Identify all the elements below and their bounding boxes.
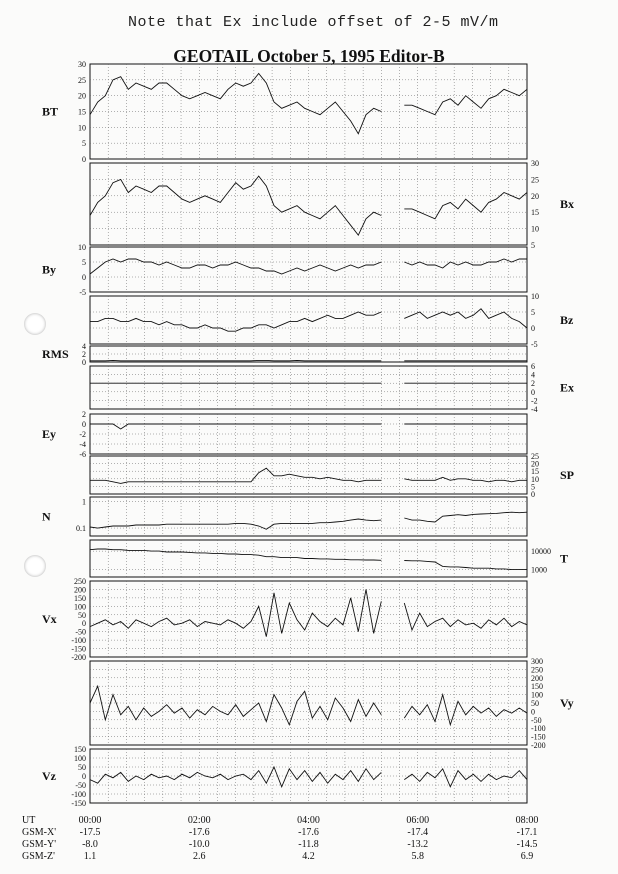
tick-label-ex: 0 [531, 387, 535, 397]
panel-label-bz: Bz [560, 313, 574, 327]
panel-label-bx: Bx [560, 197, 575, 211]
tick-label-vy: -200 [531, 741, 546, 750]
tick-label-vx: -150 [71, 644, 86, 654]
orbit-value-gsm-x: -17.1 [516, 827, 538, 838]
tick-label-vx: -50 [75, 627, 86, 637]
tick-label-vx: 50 [78, 610, 86, 620]
tick-label-vz: -100 [71, 790, 86, 799]
tick-label-ey: -4 [79, 440, 86, 449]
tick-label-sp: 5 [531, 482, 535, 492]
tick-label-ey: -2 [79, 430, 86, 439]
panel-frame-bt [90, 64, 527, 159]
tick-label-vx: -100 [71, 636, 86, 646]
panel-label-vz: Vz [42, 769, 56, 783]
tick-label-ey: -6 [79, 450, 86, 459]
tick-label-bt: 25 [78, 75, 86, 85]
panel-t [90, 540, 568, 577]
tick-label-bx: 15 [531, 208, 539, 218]
tick-label-sp: 15 [531, 467, 539, 477]
handwritten-note: Note that Ex include offset of 2-5 mV/m [128, 14, 499, 31]
tick-label-ey: 2 [82, 410, 86, 419]
panel-vy [90, 657, 574, 750]
tick-label-bt: 10 [78, 123, 86, 133]
tick-label-sp: 0 [531, 490, 535, 499]
tick-label-vx: -200 [71, 653, 86, 662]
tick-label-vx: 100 [74, 602, 86, 612]
panel-label-t: T [560, 551, 569, 566]
orbit-value-gsm-z: 6.9 [520, 851, 534, 862]
tick-label-sp: 10 [531, 474, 539, 484]
panel-ey [42, 410, 527, 459]
panel-label-ey: Ey [42, 427, 57, 441]
tick-label-vz: 0 [82, 772, 86, 781]
series-line-n [90, 512, 527, 529]
panel-bz [90, 292, 574, 349]
tick-label-vy: 250 [531, 665, 543, 675]
tick-label-bx: 30 [531, 159, 539, 168]
orbit-value-gsm-y: -13.2 [407, 839, 429, 850]
time-tick-label: 04:00 [297, 815, 320, 826]
tick-label-t: 10000 [531, 547, 551, 557]
tick-label-ex: 2 [531, 379, 535, 389]
panel-n [42, 497, 527, 536]
panel-by [42, 243, 527, 297]
orbit-value-gsm-x: -17.6 [298, 827, 319, 838]
tick-label-bt: 15 [78, 107, 86, 117]
panel-bt [42, 60, 527, 164]
tick-label-t: 1000 [531, 565, 547, 575]
panel-label-sp: SP [560, 468, 575, 482]
panel-frame-vx [90, 581, 527, 657]
tick-label-by: 10 [78, 243, 86, 252]
tick-label-by: -5 [79, 288, 86, 297]
panel-vz [42, 745, 527, 808]
tick-label-vy: 100 [531, 690, 543, 700]
series-line-sp [90, 468, 527, 483]
tick-label-vz: 50 [78, 763, 86, 772]
tick-label-rms: 0 [82, 358, 86, 367]
tick-label-vz: -150 [71, 799, 86, 808]
time-tick-label: 00:00 [78, 815, 102, 826]
tick-label-bz: 10 [531, 292, 539, 301]
orbit-value-gsm-x: -17.4 [407, 827, 429, 838]
orbit-value-gsm-z: 1.1 [83, 851, 97, 862]
tick-label-vy: 200 [531, 673, 543, 683]
panel-label-bt: BT [42, 104, 59, 119]
tick-label-vy: 50 [531, 699, 539, 708]
tick-label-bt: 20 [78, 91, 86, 101]
chart-title: GEOTAIL October 5, 1995 Editor-B [173, 46, 445, 66]
panel-frame-rms [90, 346, 527, 362]
tick-label-bt: 0 [82, 155, 86, 164]
time-tick-label: 08:00 [515, 815, 539, 826]
tick-label-vz: 150 [74, 745, 86, 754]
orbit-row-label-y: GSM-Y' [22, 839, 57, 850]
tick-label-vx: 0 [82, 619, 86, 629]
tick-label-sp: 25 [531, 452, 539, 461]
tick-label-vy: -100 [531, 724, 546, 734]
tick-label-rms: 4 [82, 342, 86, 351]
tick-label-bx: 25 [531, 175, 539, 185]
tick-label-by: 0 [82, 273, 86, 282]
orbit-value-gsm-y: -14.5 [516, 839, 538, 850]
tick-label-ex: -2 [531, 396, 538, 406]
tick-label-vx: 250 [74, 577, 86, 586]
orbit-value-gsm-y: -8.0 [82, 839, 98, 850]
tick-label-by: 5 [82, 258, 86, 267]
panel-label-n: N [42, 509, 51, 524]
tick-label-vy: -50 [531, 715, 542, 725]
tick-label-ex: 4 [531, 370, 535, 380]
panel-ex [90, 362, 574, 414]
orbit-value-gsm-y: -10.0 [188, 839, 210, 850]
tick-label-ex: 6 [531, 362, 535, 371]
panel-vx [42, 577, 527, 662]
tick-label-bx: 10 [531, 224, 539, 234]
panel-bx [90, 159, 574, 250]
panel-label-by: By [42, 262, 57, 277]
panel-label-rms: RMS [42, 347, 69, 361]
panel-sp [90, 452, 574, 499]
orbit-value-gsm-z: 2.6 [193, 851, 206, 862]
orbit-value-gsm-x: -17.6 [188, 827, 210, 838]
orbit-row-label-x: GSM-X' [22, 827, 57, 838]
orbit-row-label-z: GSM-Z' [22, 851, 55, 862]
orbit-value-gsm-y: -11.8 [298, 839, 319, 850]
tick-label-bx: 5 [531, 241, 535, 250]
panel-label-ex: Ex [560, 380, 575, 395]
orbit-value-gsm-z: 5.8 [411, 851, 424, 862]
tick-label-vz: -50 [75, 781, 86, 790]
tick-label-vx: 200 [74, 585, 86, 595]
tick-label-n: 1 [82, 497, 86, 507]
tick-label-vy: 300 [531, 657, 543, 666]
time-tick-label: 02:00 [187, 815, 211, 826]
tick-label-sp: 20 [531, 459, 539, 469]
tick-label-vz: 100 [74, 754, 86, 763]
tick-label-rms: 2 [82, 350, 86, 359]
orbit-value-gsm-x: -17.5 [79, 827, 101, 838]
tick-label-vy: 0 [531, 707, 535, 717]
tick-label-bt: 30 [78, 60, 86, 69]
orbit-value-gsm-z: 4.2 [302, 851, 315, 862]
tick-label-bx: 20 [531, 191, 539, 201]
panel-label-vx: Vx [42, 612, 57, 626]
tick-label-ey: 0 [82, 420, 86, 429]
tick-label-vy: -150 [531, 732, 546, 742]
tick-label-bz: 0 [531, 324, 535, 333]
panel-label-vy: Vy [560, 696, 574, 710]
orbit-row-label-ut: UT [22, 815, 36, 826]
panel-rms [42, 342, 527, 367]
tick-label-bz: -5 [531, 340, 538, 349]
tick-label-bt: 5 [82, 139, 86, 149]
tick-label-vy: 150 [531, 682, 543, 692]
time-tick-label: 06:00 [406, 815, 430, 826]
tick-label-n: 0.1 [76, 524, 86, 534]
series-line-bz [90, 309, 527, 331]
tick-label-vx: 150 [74, 593, 86, 603]
tick-label-ex: -4 [531, 405, 538, 414]
tick-label-bz: 5 [531, 308, 535, 317]
